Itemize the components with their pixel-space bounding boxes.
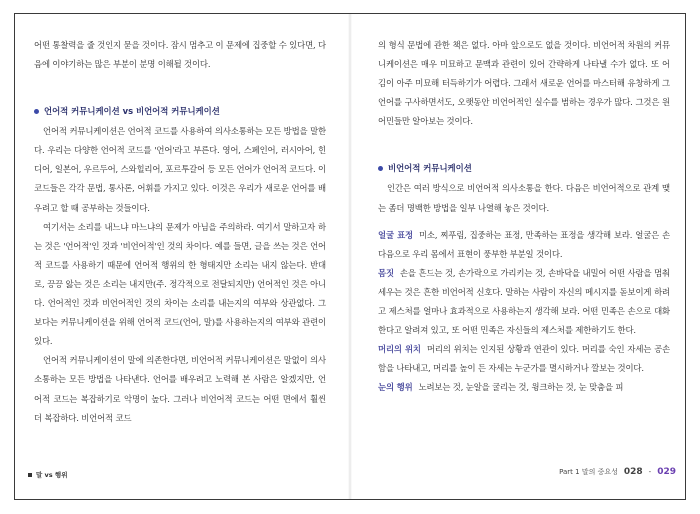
term-label: 머리의 위치 (378, 343, 421, 354)
term-description: 노려보는 것, 눈알을 굴리는 것, 윙크하는 것, 눈 맞춤을 피 (418, 381, 624, 392)
left-page (34, 36, 326, 428)
right-paragraph-1: 인간은 여러 방식으로 비언어적 의사소통을 한다. 다음은 비언어적으로 관계 맺는 좀더 명백한 방법을 일부 나열해 놓은 것이다. (378, 183, 670, 213)
right-section-heading (378, 161, 670, 175)
left-intro-paragraph: 어떤 통찰력을 줄 것인지 묻을 것이다. 잠시 멈추고 이 문제에 집중할 수 있다면, 다음에 이야기하는 많은 부분이 분명 이해될 것이다. (34, 40, 326, 70)
frame-bottom-border (14, 499, 686, 500)
page-number-right: 029 (657, 467, 676, 477)
left-section-heading-text: 언어적 커뮤니케이션 vs 비언어적 커뮤니케이션 (44, 106, 220, 117)
term-item-gesture (378, 264, 670, 340)
bullet-dot-icon (378, 166, 383, 171)
footer-square-icon (28, 473, 32, 477)
term-description: 손을 흔드는 것, 손가락으로 가리키는 것, 손바닥을 내밀어 어떤 사람을 멈춰 세우는 것은 흔한 비언어적 신호다. 말하는 사람이 자신의 메시지를 돋보이게 하려고 제스처를 얼마나 효과적으로 사용하는지 생각해 보라. 어떤 민족은 손으로 대화한다고 알려져 있고, 또 어떤 민족은 자신들의 제스처를 제한하기도 한다. (378, 267, 670, 335)
page-gutter (348, 14, 352, 499)
footer-left-label: 말 vs 행위 (36, 471, 68, 479)
term-description: 머리의 위치는 인지된 상황과 연관이 있다. 머리를 숙인 자세는 공손함을 나타내고, 머리를 높이 든 자세는 누군가를 멸시하거나 깔보는 것이다. (378, 343, 670, 373)
left-paragraph-2: 여기서는 소리를 내느냐 마느냐의 문제가 아님을 주의하라. 여기서 말하고자 하는 것은 '언어적'인 것과 '비언어적'인 것의 차이다. 예를 들면, 글을 쓰는 것은 언어적 코드를 사용하기 때문에 언어적 행위의 한 형태지만 소리는 내지 않는다. 반대로, 끙끙 앓는 것은 소리는 내지만(주. 정각적으로 전달되지만) 언어적인 것은 아니다. 언어적인 것과 비언어적인 것의 차이는 소리를 내는지의 여부와 상관없다. 그보다는 커뮤니케이션을 위해 언어적 코드(언어, 말)를 사용하는지의 여부와 관련이 있다. (34, 221, 326, 347)
right-page (378, 36, 670, 397)
page-number-separator: - (648, 468, 652, 476)
term-description: 미소, 찌푸림, 집중하는 표정, 만족하는 표정을 생각해 보라. 얼굴은 손 다음으로 우리 몸에서 표현이 풍부한 부분일 것이다. (378, 229, 670, 259)
frame-left-border (14, 13, 15, 500)
frame-right-border (685, 13, 686, 500)
footer-right-label: Part 1 말의 중요성 (559, 468, 618, 476)
term-label: 몸짓 (378, 267, 394, 278)
term-label: 눈의 행위 (378, 381, 413, 392)
right-section-heading-text: 비언어적 커뮤니케이션 (388, 163, 472, 174)
term-item-eye-behavior (378, 378, 670, 397)
term-item-facial-expression (378, 226, 670, 264)
term-label: 얼굴 표정 (378, 229, 413, 240)
left-paragraph-1: 언어적 커뮤니케이션은 언어적 코드를 사용하여 의사소통하는 모든 방법을 말한다. 우리는 다양한 언어적 코드를 '언어'라고 부른다. 영어, 스페인어, 러시아어, 힌디어, 일본어, 우르두어, 스와힐리어, 포르투갈어 등 모든 언어가 언어적 코드다. 이 코드들은 각각 문법, 통사론, 어휘를 가지고 있다. 이것은 우리가 새로운 언어를 배우려고 할 때 공부하는 것들이다. (34, 126, 326, 213)
right-running-footer (559, 467, 676, 477)
bullet-dot-icon (34, 109, 39, 114)
page-number-left: 028 (623, 467, 643, 477)
right-intro-paragraph: 의 형식 문법에 관한 책은 없다. 아마 앞으로도 없을 것이다. 비언어적 차원의 커뮤니케이션은 매우 미묘하고 문맥과 관련이 있어 간략하게 나타낼 수가 없다. 또 어김이 아주 미묘해 터득하기가 어렵다. 그래서 새로운 언어를 마스터해 유창하게 그 언어를 구사하면서도, 오랫동안 비언어적인 실수를 범하는 경우가 많다. 그것은 원어민들만 알아보는 것이다. (378, 40, 670, 127)
left-running-footer (28, 470, 67, 479)
left-section-heading (34, 104, 326, 118)
term-item-head-position (378, 340, 670, 378)
left-paragraph-3: 언어적 커뮤니케이션이 말에 의존한다면, 비언어적 커뮤니케이션은 말없이 의사소통하는 모든 방법을 나타낸다. 언어를 배우려고 노력해 본 사람은 알겠지만, 언어적 코드는 복잡하기로 악명이 높다. 그러나 비언어적 코드는 어떤 면에서 훨씬 더 복잡하다. 비언어적 코드 (34, 355, 326, 423)
